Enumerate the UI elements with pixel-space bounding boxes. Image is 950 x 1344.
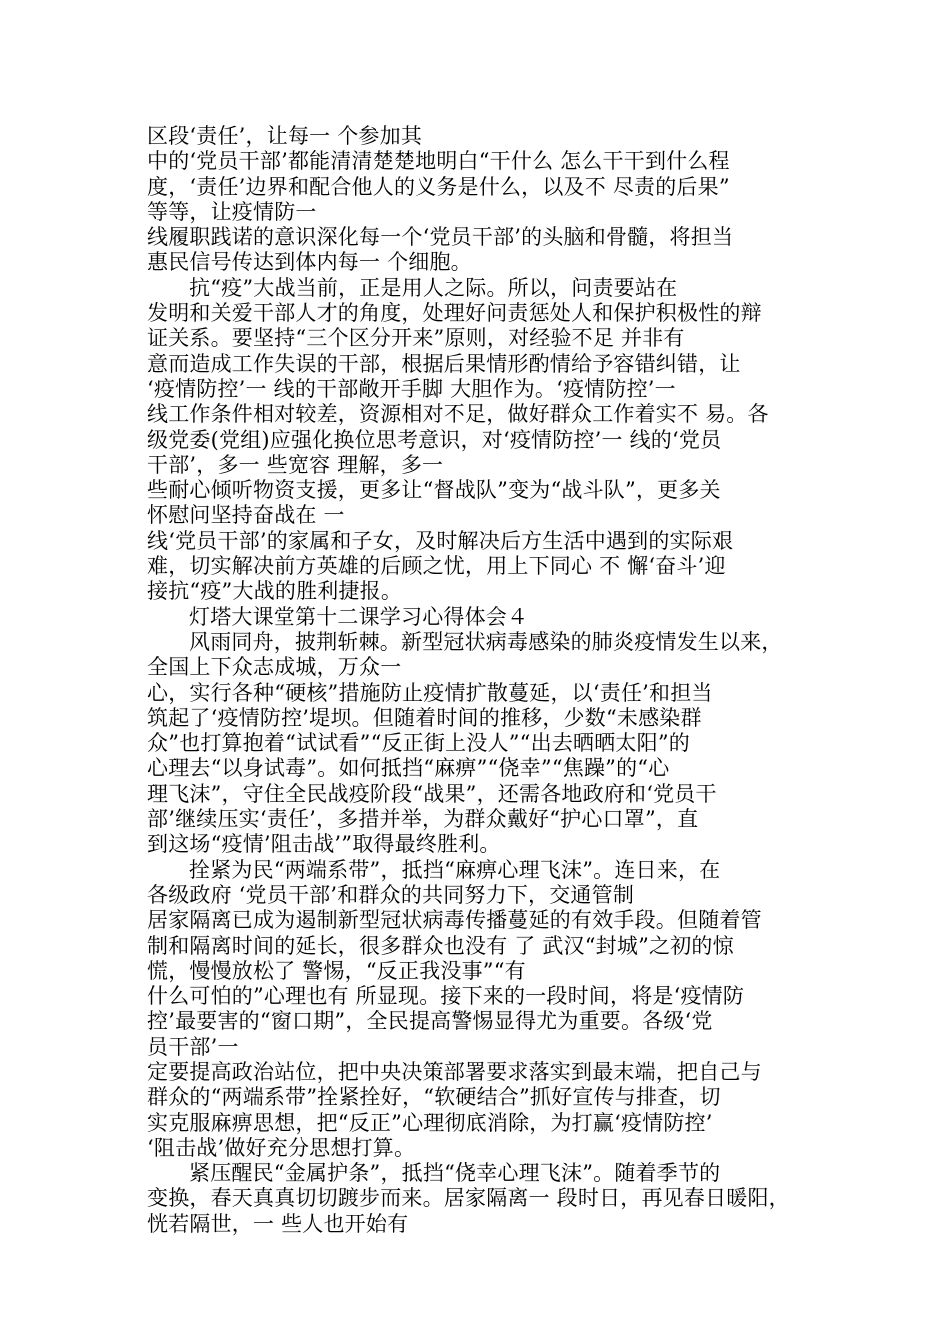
text-line: 群众的“两端系带”拴紧拴好，“软硬结合”抓好宣传与排查，切 bbox=[147, 1085, 721, 1110]
text-line: 些耐心倾听物资支援，更多让“督战队”变为“战斗队”，更多关 bbox=[147, 478, 721, 503]
text-line: 众”也打算抱着“试试看”“反正街上没人”“出去晒晒太阳”的 bbox=[147, 731, 690, 756]
text-line: 惠民信号传达到体内每一 个细胞。 bbox=[147, 250, 472, 275]
text-line: 级党委(党组)应强化换位思考意识，对‘疫情防控’一 线的‘党员 bbox=[147, 427, 722, 452]
text-line: 线工作条件相对较差，资源相对不足，做好群众工作着实不 易。各 bbox=[147, 402, 769, 427]
text-line: 线履职践诺的意识深化每一个‘党员干部’的头脑和骨髓，将担当 bbox=[147, 225, 734, 250]
text-line: 慌，慢慢放松了 警惕，“反正我没事”“有 bbox=[147, 958, 526, 983]
text-line: 理飞沫”，守住全民战疫阶段“战果”，还需各地政府和‘党员干 bbox=[147, 781, 717, 806]
text-line: 部’继续压实‘责任’，多措并举，为群众戴好“护心口罩”，直 bbox=[147, 807, 699, 832]
text-line: 拴紧为民“两端系带”，抵挡“麻痹心理飞沫”。连日来，在 bbox=[189, 857, 721, 882]
text-line: 难，切实解决前方英雄的后顾之忧，用上下同心 不 懈‘奋斗’迎 bbox=[147, 554, 726, 579]
text-line: 证关系。要坚持“三个区分开来”原则，对经验不足 并非有 bbox=[147, 326, 685, 351]
text-line: 接抗“疫”大战的胜利捷报。 bbox=[147, 579, 403, 604]
text-line: 等等，让疫情防一 bbox=[147, 199, 317, 224]
text-line: ‘阻击战’做好充分思想打算。 bbox=[147, 1135, 416, 1160]
text-line: 筑起了‘疫情防控’堤坝。但随着时间的推移，少数“未感染群 bbox=[147, 705, 702, 730]
text-line: 什么可怕的”心理也有 所显现。接下来的一段时间，将是‘疫情防 bbox=[147, 984, 745, 1009]
text-line: 区段‘责任’，让每一 个参加其 bbox=[147, 124, 423, 148]
text-line: 变换，春天真真切切踱步而来。居家隔离一 段时日，再见春日暖阳， bbox=[147, 1186, 790, 1211]
text-line: 心，实行各种“硬核”措施防止疫情扩散蔓延，以‘责任’和担当 bbox=[147, 680, 713, 705]
text-line: 到这场“疫情’阻击战’”取得最终胜利。 bbox=[147, 832, 501, 857]
text-line: 员干部’一 bbox=[147, 1034, 239, 1059]
text-line: 定要提高政治站位，把中央决策部署要求落实到最末端，把自己与 bbox=[147, 1059, 762, 1084]
text-line: 风雨同舟，披荆斩棘。新型冠状病毒感染的肺炎疫情发生以来， bbox=[189, 629, 783, 654]
text-line: 实克服麻痹思想，把“反正”心理彻底消除，为打赢‘疫情防控’ bbox=[147, 1110, 713, 1135]
text-line: 全国上下众志成城，万众一 bbox=[147, 655, 402, 680]
text-line: 心理去“以身试毒”。如何抵挡“麻痹”“侥幸”“焦躁”的“心 bbox=[147, 756, 670, 781]
text-line: 度，‘责任’边界和配合他人的义务是什么，以及不 尽责的后果” bbox=[147, 174, 730, 199]
text-line: 控’最要害的“窗口期”，全民提高警惕显得尤为重要。各级‘党 bbox=[147, 1009, 713, 1034]
text-line: 中的‘党员干部’都能清清楚楚地明白“干什么 怎么干干到什么程 bbox=[147, 149, 730, 174]
text-line: 灯塔大课堂第十二课学习心得体会４ bbox=[189, 604, 529, 629]
text-line: 怀慰问坚持奋战在 一 bbox=[147, 503, 345, 528]
text-line: 恍若隔世，一 些人也开始有 bbox=[147, 1211, 409, 1236]
text-line: ‘疫情防控’一 线的干部敞开手脚 大胆作为。‘疫情防控’一 bbox=[147, 376, 676, 401]
document-body bbox=[147, 124, 827, 1237]
text-line: 抗“疫”大战当前，正是用人之际。所以，问责要站在 bbox=[189, 275, 678, 300]
text-line: 干部’，多一 些宽容 理解，多一 bbox=[147, 452, 444, 477]
text-line: 发明和关爱干部人才的角度，处理好问责惩处人和保护积极性的辩 bbox=[147, 301, 762, 326]
text-line: 居家隔离已成为遏制新型冠状病毒传播蔓延的有效手段。但随着管 bbox=[147, 908, 762, 933]
text-line: 线‘党员干部’的家属和子女，及时解决后方生活中遇到的实际艰 bbox=[147, 528, 734, 553]
text-line: 制和隔离时间的延长，很多群众也没有 了 武汉“封城”之初的惊 bbox=[147, 933, 734, 958]
text-line: 各级政府 ‘党员干部’和群众的共同努力下，交通管制 bbox=[147, 882, 635, 907]
text-line: 意而造成工作失误的干部，根据后果情形酌情给予容错纠错，让 bbox=[147, 351, 741, 376]
text-line: 紧压醒民“金属护条”，抵挡“侥幸心理飞沫”。随着季节的 bbox=[189, 1161, 721, 1186]
